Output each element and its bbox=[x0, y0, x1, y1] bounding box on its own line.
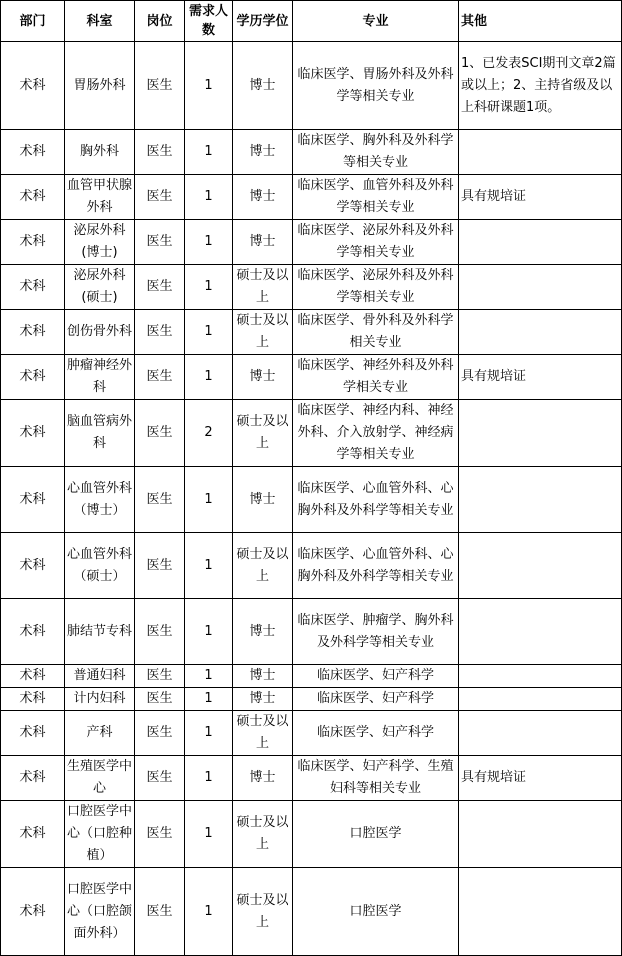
cell-section: 泌尿外科(博士) bbox=[65, 220, 135, 265]
cell-post: 医生 bbox=[135, 130, 185, 175]
cell-dept: 术科 bbox=[1, 310, 65, 355]
cell-dept: 术科 bbox=[1, 533, 65, 599]
cell-other bbox=[459, 533, 622, 599]
cell-major: 临床医学、妇产科学 bbox=[293, 665, 459, 688]
cell-other bbox=[459, 868, 622, 956]
cell-section: 血管甲状腺外科 bbox=[65, 175, 135, 220]
cell-dept: 术科 bbox=[1, 42, 65, 130]
table-row bbox=[1, 220, 622, 265]
cell-degree: 硕士及以上 bbox=[233, 868, 293, 956]
cell-major: 临床医学、胸外科及外科学等相关专业 bbox=[293, 130, 459, 175]
cell-section: 产科 bbox=[65, 711, 135, 756]
cell-count: 1 bbox=[185, 355, 233, 400]
cell-count: 2 bbox=[185, 400, 233, 467]
cell-other: 1、已发表SCI期刊文章2篇或以上；2、主持省级及以上科研课题1项。 bbox=[459, 42, 622, 130]
cell-other bbox=[459, 265, 622, 310]
cell-post: 医生 bbox=[135, 355, 185, 400]
table-row bbox=[1, 467, 622, 533]
cell-count: 1 bbox=[185, 665, 233, 688]
cell-major: 临床医学、神经内科、神经外科、介入放射学、神经病学等相关专业 bbox=[293, 400, 459, 467]
table-row bbox=[1, 868, 622, 956]
table-row bbox=[1, 265, 622, 310]
table-row bbox=[1, 175, 622, 220]
header-other: 其他 bbox=[459, 1, 622, 42]
cell-count: 1 bbox=[185, 868, 233, 956]
cell-degree: 博士 bbox=[233, 665, 293, 688]
cell-degree: 硕士及以上 bbox=[233, 533, 293, 599]
cell-post: 医生 bbox=[135, 688, 185, 711]
cell-major: 临床医学、骨外科及外科学相关专业 bbox=[293, 310, 459, 355]
cell-section: 泌尿外科(硕士) bbox=[65, 265, 135, 310]
cell-other bbox=[459, 711, 622, 756]
cell-section: 心血管外科（博士） bbox=[65, 467, 135, 533]
cell-post: 医生 bbox=[135, 533, 185, 599]
cell-other bbox=[459, 599, 622, 665]
header-post: 岗位 bbox=[135, 1, 185, 42]
cell-post: 医生 bbox=[135, 665, 185, 688]
cell-dept: 术科 bbox=[1, 130, 65, 175]
cell-degree: 博士 bbox=[233, 220, 293, 265]
cell-section: 肿瘤神经外科 bbox=[65, 355, 135, 400]
cell-count: 1 bbox=[185, 42, 233, 130]
cell-post: 医生 bbox=[135, 599, 185, 665]
cell-degree: 硕士及以上 bbox=[233, 310, 293, 355]
cell-section: 计内妇科 bbox=[65, 688, 135, 711]
cell-section: 肺结节专科 bbox=[65, 599, 135, 665]
table-row bbox=[1, 400, 622, 467]
cell-degree: 博士 bbox=[233, 756, 293, 801]
cell-count: 1 bbox=[185, 756, 233, 801]
cell-degree: 博士 bbox=[233, 175, 293, 220]
table-row bbox=[1, 130, 622, 175]
cell-major: 临床医学、心血管外科、心胸外科及外科学等相关专业 bbox=[293, 467, 459, 533]
cell-major: 临床医学、妇产科学 bbox=[293, 688, 459, 711]
cell-section: 创伤骨外科 bbox=[65, 310, 135, 355]
table-row bbox=[1, 801, 622, 868]
cell-other bbox=[459, 688, 622, 711]
cell-dept: 术科 bbox=[1, 665, 65, 688]
cell-count: 1 bbox=[185, 175, 233, 220]
table-row bbox=[1, 711, 622, 756]
cell-post: 医生 bbox=[135, 756, 185, 801]
cell-other bbox=[459, 801, 622, 868]
cell-degree: 博士 bbox=[233, 130, 293, 175]
cell-count: 1 bbox=[185, 599, 233, 665]
table-row bbox=[1, 42, 622, 130]
cell-dept: 术科 bbox=[1, 599, 65, 665]
cell-count: 1 bbox=[185, 265, 233, 310]
cell-major: 临床医学、妇产科学 bbox=[293, 711, 459, 756]
header-dept: 部门 bbox=[1, 1, 65, 42]
cell-post: 医生 bbox=[135, 310, 185, 355]
cell-section: 生殖医学中心 bbox=[65, 756, 135, 801]
cell-other: 具有规培证 bbox=[459, 756, 622, 801]
cell-post: 医生 bbox=[135, 175, 185, 220]
cell-degree: 博士 bbox=[233, 42, 293, 130]
cell-degree: 硕士及以上 bbox=[233, 711, 293, 756]
cell-dept: 术科 bbox=[1, 868, 65, 956]
cell-post: 医生 bbox=[135, 868, 185, 956]
header-major: 专业 bbox=[293, 1, 459, 42]
cell-major: 临床医学、泌尿外科及外科学等相关专业 bbox=[293, 265, 459, 310]
cell-other bbox=[459, 400, 622, 467]
cell-other bbox=[459, 310, 622, 355]
cell-section: 胃肠外科 bbox=[65, 42, 135, 130]
table-row bbox=[1, 665, 622, 688]
header-count: 需求人数 bbox=[185, 1, 233, 42]
cell-major: 临床医学、心血管外科、心胸外科及外科学等相关专业 bbox=[293, 533, 459, 599]
cell-major: 临床医学、妇产科学、生殖妇科等相关专业 bbox=[293, 756, 459, 801]
cell-other: 具有规培证 bbox=[459, 355, 622, 400]
cell-count: 1 bbox=[185, 533, 233, 599]
table-row bbox=[1, 310, 622, 355]
cell-section: 胸外科 bbox=[65, 130, 135, 175]
cell-dept: 术科 bbox=[1, 220, 65, 265]
cell-section: 口腔医学中心（口腔种植） bbox=[65, 801, 135, 868]
cell-major: 临床医学、胃肠外科及外科学等相关专业 bbox=[293, 42, 459, 130]
cell-section: 普通妇科 bbox=[65, 665, 135, 688]
cell-dept: 术科 bbox=[1, 756, 65, 801]
cell-degree: 博士 bbox=[233, 355, 293, 400]
cell-degree: 硕士及以上 bbox=[233, 265, 293, 310]
header-section: 科室 bbox=[65, 1, 135, 42]
cell-post: 医生 bbox=[135, 801, 185, 868]
cell-section: 心血管外科（硕士） bbox=[65, 533, 135, 599]
cell-count: 1 bbox=[185, 711, 233, 756]
cell-degree: 硕士及以上 bbox=[233, 400, 293, 467]
cell-post: 医生 bbox=[135, 42, 185, 130]
cell-count: 1 bbox=[185, 801, 233, 868]
header-degree: 学历学位 bbox=[233, 1, 293, 42]
cell-other bbox=[459, 130, 622, 175]
header-row bbox=[1, 1, 622, 42]
cell-major: 临床医学、血管外科及外科学等相关专业 bbox=[293, 175, 459, 220]
cell-dept: 术科 bbox=[1, 355, 65, 400]
cell-major: 临床医学、肿瘤学、胸外科及外科学等相关专业 bbox=[293, 599, 459, 665]
cell-section: 口腔医学中心（口腔颌面外科） bbox=[65, 868, 135, 956]
cell-dept: 术科 bbox=[1, 688, 65, 711]
cell-other bbox=[459, 467, 622, 533]
table-row bbox=[1, 533, 622, 599]
cell-other bbox=[459, 665, 622, 688]
table-row bbox=[1, 355, 622, 400]
cell-post: 医生 bbox=[135, 220, 185, 265]
cell-count: 1 bbox=[185, 130, 233, 175]
cell-other bbox=[459, 220, 622, 265]
cell-major: 临床医学、神经外科及外科学相关专业 bbox=[293, 355, 459, 400]
cell-dept: 术科 bbox=[1, 175, 65, 220]
cell-degree: 硕士及以上 bbox=[233, 801, 293, 868]
cell-degree: 博士 bbox=[233, 688, 293, 711]
cell-degree: 博士 bbox=[233, 467, 293, 533]
cell-count: 1 bbox=[185, 688, 233, 711]
cell-post: 医生 bbox=[135, 400, 185, 467]
cell-count: 1 bbox=[185, 467, 233, 533]
cell-other: 具有规培证 bbox=[459, 175, 622, 220]
cell-section: 脑血管病外科 bbox=[65, 400, 135, 467]
cell-post: 医生 bbox=[135, 265, 185, 310]
cell-post: 医生 bbox=[135, 467, 185, 533]
table-row bbox=[1, 688, 622, 711]
cell-dept: 术科 bbox=[1, 801, 65, 868]
cell-dept: 术科 bbox=[1, 265, 65, 310]
cell-post: 医生 bbox=[135, 711, 185, 756]
cell-count: 1 bbox=[185, 220, 233, 265]
cell-dept: 术科 bbox=[1, 400, 65, 467]
table-row bbox=[1, 599, 622, 665]
table-row bbox=[1, 756, 622, 801]
cell-dept: 术科 bbox=[1, 467, 65, 533]
cell-count: 1 bbox=[185, 310, 233, 355]
cell-major: 临床医学、泌尿外科及外科学等相关专业 bbox=[293, 220, 459, 265]
cell-major: 口腔医学 bbox=[293, 868, 459, 956]
cell-degree: 博士 bbox=[233, 599, 293, 665]
cell-dept: 术科 bbox=[1, 711, 65, 756]
cell-major: 口腔医学 bbox=[293, 801, 459, 868]
